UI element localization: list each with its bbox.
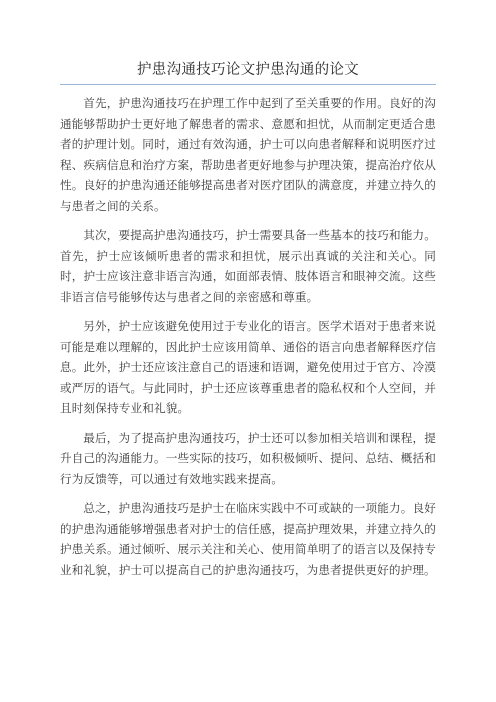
document-body — [60, 93, 436, 589]
paragraph-2: 其次，要提高护患沟通技巧，护士需要具备一些基本的技巧和能力。首先，护士应该倾听患者的需求和担忧，展示出真诚的关注和关心。同时，护士应该注意非语言沟通，如面部表情、肢体语言和眼神交流。这些非语言信号能够传达与患者之间的亲密感和尊重。 — [60, 228, 436, 304]
title-divider — [60, 84, 436, 85]
paragraph-5: 总之，护患沟通技巧是护士在临床实践中不可或缺的一项能力。良好的护患沟通能够增强患者对护士的信任感，提高护理效果，并建立持久的护患关系。通过倾听、展示关注和关心、使用简单明了的语言以及保持专业和礼貌，护士可以提高自己的护患沟通技巧，为患者提供更好的护理。 — [60, 501, 436, 577]
paragraph-4: 最后，为了提高护患沟通技巧，护士还可以参加相关培训和课程，提升自己的沟通能力。一些实际的技巧，如积极倾听、提问、总结、概括和行为反馈等，可以通过有效地实践来提高。 — [60, 430, 436, 486]
paragraph-3: 另外，护士应该避免使用过于专业化的语言。医学术语对于患者来说可能是难以理解的，因此护士应该用简单、通俗的语言向患者解释医疗信息。此外，护士还应该注意自己的语速和语调，避免使用过于官方、冷漠或严厉的语气。与此同时，护士还应该尊重患者的隐私权和个人空间，并且时刻保持专业和礼貌。 — [60, 319, 436, 415]
paragraph-1: 首先，护患沟通技巧在护理工作中起到了至关重要的作用。良好的沟通能够帮助护士更好地了解患者的需求、意愿和担忧，从而制定更适合患者的护理计划。同时，通过有效沟通，护士可以向患者解释和说明医疗过程、疾病信息和治疗方案，帮助患者更好地参与护理决策，提高治疗依从性。良好的护患沟通还能够提高患者对医疗团队的满意度，并建立持久的与患者之间的关系。 — [60, 96, 436, 213]
document-title: 护患沟通技巧论文护患沟通的论文 — [137, 62, 359, 78]
